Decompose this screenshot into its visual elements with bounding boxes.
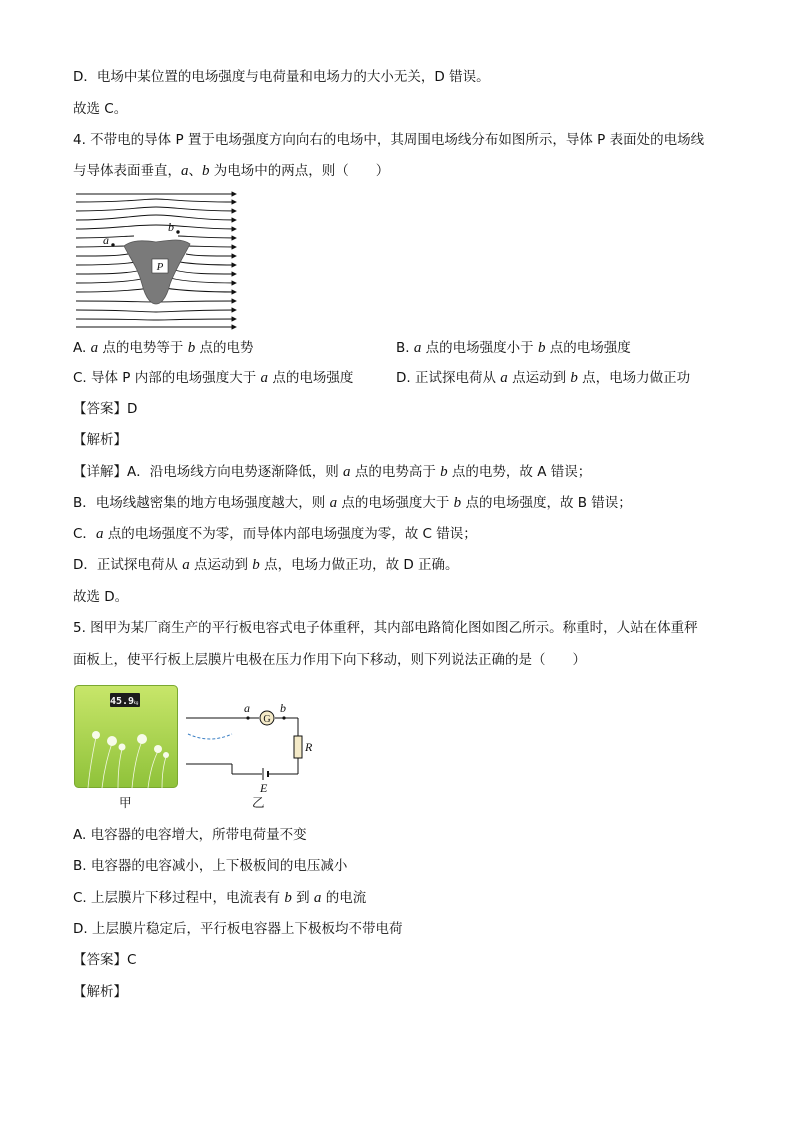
q4-option-a: A. a 点的电势等于 b 点的电势: [73, 340, 254, 356]
q4-stem-line2: 与导体表面垂直，a、b 为电场中的两点，则（ ）: [73, 163, 390, 179]
q4-analysis-heading: 【解析】: [73, 432, 127, 448]
q3-option-d-explanation: D．电场中某位置的电场强度与电荷量和电场力的大小无关，D 错误。: [73, 69, 490, 85]
resistor-label: R: [305, 740, 312, 754]
q5-option-d: D. 上层膜片稳定后，平行板电容器上下极板均不带电荷: [73, 921, 403, 937]
q5-option-a: A. 电容器的电容增大，所带电荷量不变: [73, 827, 307, 843]
q5-stem-line1: 5. 图甲为某厂商生产的平行板电容式电子体重秤，其内部电路简化图如图乙所示。称重时，人站在体重秤: [73, 620, 698, 636]
q4-stem-line1: 4. 不带电的导体 P 置于电场强度方向向右的电场中，其周围电场线分布如图所示，导体 P 表面处的电场线: [73, 132, 705, 148]
galvanometer-label: G: [263, 714, 271, 725]
scale-display-unit: kg: [133, 700, 139, 705]
q4-choice: 故选 D。: [73, 589, 129, 605]
q5-option-b: B. 电容器的电容减小，上下极板间的电压减小: [73, 858, 348, 874]
conductor-label: P: [156, 261, 164, 273]
q4-option-b: B. a 点的电场强度小于 b 点的电场强度: [396, 340, 631, 356]
q4-option-c: C. 导体 P 内部的电场强度大于 a 点的电场强度: [73, 370, 354, 386]
q4-option-d: D. 正试探电荷从 a 点运动到 b 点，电场力做正功: [396, 370, 691, 386]
q5-answer: 【答案】C: [73, 952, 137, 968]
q5-analysis-heading: 【解析】: [73, 984, 127, 1000]
q4-detail-d: D．正试探电荷从 a 点运动到 b 点，电场力做正功，故 D 正确。: [73, 557, 459, 573]
circuit-point-a: a: [244, 701, 250, 715]
scale-display-reading: 45.9: [109, 696, 135, 707]
point-b-label: b: [168, 220, 174, 234]
q4-detail-a: 【详解】A．沿电场线方向电势逐渐降低，则 a 点的电势高于 b 点的电势，故 A 错误；: [73, 464, 592, 480]
circuit-diagram: [184, 698, 312, 794]
caption-jia: 甲: [119, 795, 132, 810]
q4-answer: 【答案】D: [73, 401, 138, 417]
caption-yi: 乙: [252, 795, 265, 810]
q4-detail-b: B．电场线越密集的地方电场强度越大，则 a 点的电场强度大于 b 点的电场强度，故 B 错误；: [73, 495, 632, 511]
circuit-point-b: b: [280, 701, 286, 715]
q5-option-c: C. 上层膜片下移过程中，电流表有 b 到 a 的电流: [73, 890, 367, 906]
q3-choice: 故选 C。: [73, 101, 128, 117]
scale-picture: [74, 685, 178, 788]
q4-detail-c: C．a 点的电场强度不为零，而导体内部电场强度为零，故 C 错误；: [73, 526, 477, 542]
point-a-label: a: [103, 233, 109, 247]
battery-label: E: [260, 781, 268, 794]
electric-field-figure: [72, 188, 240, 331]
q5-stem-line2: 面板上，使平行板上层膜片电极在压力作用下向下移动，则下列说法正确的是（ ）: [73, 652, 586, 668]
